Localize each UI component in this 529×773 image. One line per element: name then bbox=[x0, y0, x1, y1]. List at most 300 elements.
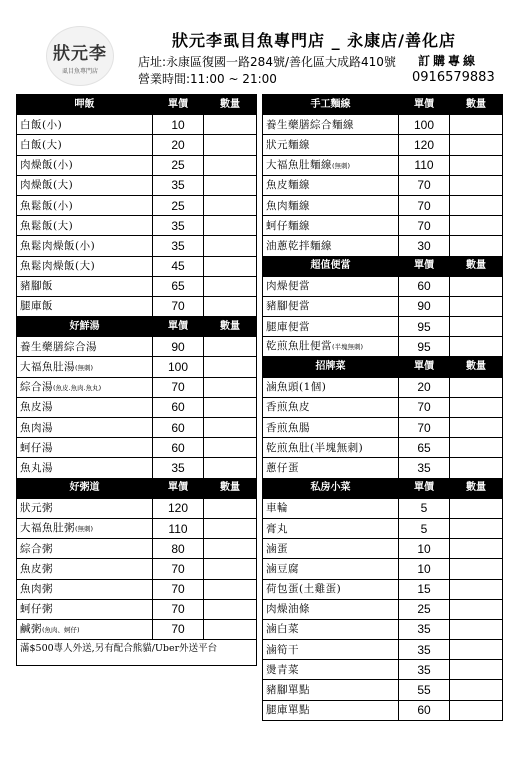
menu-item-price: 60 bbox=[153, 418, 204, 438]
menu-item-row bbox=[263, 195, 503, 215]
menu-item-cell bbox=[263, 498, 399, 518]
shop-name: 狀元李虱目魚專門店 _ 永康店/善化店 bbox=[172, 31, 456, 50]
menu-item-cell bbox=[17, 579, 153, 599]
menu-item-row bbox=[17, 296, 257, 316]
price-column-header: 單價 bbox=[153, 317, 204, 337]
quantity-entry-cell[interactable] bbox=[204, 357, 257, 377]
menu-item-price: 65 bbox=[399, 438, 450, 458]
menu-item-name: 魚皮粥 bbox=[20, 562, 53, 575]
menu-item-price: 35 bbox=[153, 236, 204, 256]
menu-item-cell bbox=[263, 559, 399, 579]
menu-item-price: 25 bbox=[153, 155, 204, 175]
quantity-entry-cell[interactable] bbox=[450, 599, 503, 619]
menu-item-price: 35 bbox=[399, 458, 450, 478]
menu-item-cell bbox=[263, 438, 399, 458]
menu-item-row bbox=[17, 619, 257, 639]
menu-item-name: 滷魚頭(1個) bbox=[266, 381, 327, 394]
menu-item-row bbox=[17, 498, 257, 518]
quantity-entry-cell[interactable] bbox=[204, 579, 257, 599]
price-column-header: 單價 bbox=[399, 478, 450, 498]
quantity-column-header: 數量 bbox=[204, 95, 257, 115]
quantity-entry-cell[interactable] bbox=[204, 539, 257, 559]
menu-item-cell bbox=[263, 135, 399, 155]
menu-item-price: 70 bbox=[399, 397, 450, 417]
menu-item-row bbox=[263, 458, 503, 478]
menu-item-name: 養生藥膳綜合麵線 bbox=[266, 118, 354, 131]
price-column-header: 單價 bbox=[399, 357, 450, 377]
menu-item-name: 滷豆腐 bbox=[266, 562, 299, 575]
menu-item-price: 95 bbox=[399, 317, 450, 337]
menu-item-cell bbox=[263, 418, 399, 438]
menu-item-row bbox=[17, 438, 257, 458]
menu-item-price: 110 bbox=[153, 518, 204, 538]
menu-item-name: 肉燥飯(小) bbox=[20, 159, 74, 172]
menu-item-name: 腿庫便當 bbox=[266, 320, 310, 333]
menu-item-cell bbox=[17, 357, 153, 377]
menu-item-cell bbox=[263, 599, 399, 619]
order-hotline-label: 訂購專線 bbox=[418, 54, 479, 68]
quantity-entry-cell[interactable] bbox=[204, 397, 257, 417]
quantity-entry-cell[interactable] bbox=[450, 317, 503, 337]
menu-item-row bbox=[263, 619, 503, 639]
menu-item-row bbox=[263, 559, 503, 579]
menu-item-cell bbox=[263, 579, 399, 599]
menu-item-cell bbox=[263, 397, 399, 417]
menu-item-cell bbox=[263, 619, 399, 639]
menu-item-cell bbox=[263, 175, 399, 195]
section-header-signature bbox=[263, 357, 503, 377]
menu-item-price: 55 bbox=[399, 680, 450, 700]
quantity-entry-cell[interactable] bbox=[450, 539, 503, 559]
menu-item-name: 豬腳便當 bbox=[266, 300, 310, 313]
menu-item-cell bbox=[17, 195, 153, 215]
menu-item-row bbox=[263, 599, 503, 619]
menu-item-name: 油蔥乾拌麵線 bbox=[266, 239, 332, 252]
menu-item-price: 60 bbox=[153, 397, 204, 417]
quantity-entry-cell[interactable] bbox=[450, 337, 503, 357]
menu-item-price: 35 bbox=[153, 458, 204, 478]
menu-item-name: 魚鬆肉燥飯(大) bbox=[20, 260, 96, 273]
menu-item-cell bbox=[17, 498, 153, 518]
quantity-entry-cell[interactable] bbox=[450, 175, 503, 195]
menu-item-price: 70 bbox=[153, 296, 204, 316]
menu-item-note: (魚肉、蚵仔) bbox=[42, 625, 80, 634]
quantity-entry-cell[interactable] bbox=[450, 680, 503, 700]
menu-item-row bbox=[263, 660, 503, 680]
menu-item-row bbox=[263, 175, 503, 195]
menu-item-price: 10 bbox=[399, 539, 450, 559]
menu-item-price: 70 bbox=[153, 619, 204, 639]
quantity-entry-cell[interactable] bbox=[204, 418, 257, 438]
quantity-entry-cell[interactable] bbox=[450, 579, 503, 599]
menu-item-name: 魚鬆飯(大) bbox=[20, 219, 74, 232]
price-column-header: 單價 bbox=[153, 478, 204, 498]
menu-item-price: 20 bbox=[399, 377, 450, 397]
menu-item-name: 蔥仔蛋 bbox=[266, 461, 299, 474]
menu-item-cell bbox=[263, 539, 399, 559]
quantity-entry-cell[interactable] bbox=[450, 236, 503, 256]
quantity-entry-cell[interactable] bbox=[204, 216, 257, 236]
quantity-entry-cell[interactable] bbox=[204, 256, 257, 276]
menu-item-price: 70 bbox=[399, 195, 450, 215]
quantity-entry-cell[interactable] bbox=[204, 559, 257, 579]
quantity-column-header: 數量 bbox=[204, 317, 257, 337]
menu-column-right bbox=[262, 94, 503, 721]
menu-item-row bbox=[17, 175, 257, 195]
menu-item-name: 魚皮麵線 bbox=[266, 179, 310, 192]
quantity-entry-cell[interactable] bbox=[450, 498, 503, 518]
menu-item-row bbox=[263, 276, 503, 296]
menu-item-cell bbox=[17, 276, 153, 296]
menu-item-name: 車輪 bbox=[266, 502, 288, 515]
quantity-entry-cell[interactable] bbox=[450, 418, 503, 438]
menu-item-name: 綜合粥 bbox=[20, 542, 53, 555]
menu-item-name: 燙青菜 bbox=[266, 663, 299, 676]
menu-item-cell bbox=[263, 195, 399, 215]
menu-item-note: (無刺) bbox=[75, 525, 94, 534]
menu-item-row bbox=[17, 195, 257, 215]
menu-item-cell bbox=[17, 559, 153, 579]
menu-item-row bbox=[17, 115, 257, 135]
menu-item-price: 70 bbox=[399, 418, 450, 438]
menu-item-cell bbox=[17, 337, 153, 357]
delivery-notice-row bbox=[17, 640, 257, 666]
menu-item-name: 膏丸 bbox=[266, 522, 288, 535]
menu-item-name: 蚵仔粥 bbox=[20, 603, 53, 616]
menu-item-name: 肉燥便當 bbox=[266, 280, 310, 293]
section-header-porridge bbox=[17, 478, 257, 498]
quantity-entry-cell[interactable] bbox=[450, 458, 503, 478]
menu-item-name: 腿庫單點 bbox=[266, 704, 310, 717]
section-title: 私房小菜 bbox=[263, 478, 399, 498]
menu-item-cell bbox=[17, 518, 153, 538]
quantity-entry-cell[interactable] bbox=[204, 195, 257, 215]
menu-item-note: (半塊無刺) bbox=[332, 343, 364, 352]
menu-item-price: 35 bbox=[153, 175, 204, 195]
menu-item-cell bbox=[17, 539, 153, 559]
menu-item-row bbox=[263, 296, 503, 316]
menu-item-name: 魚皮湯 bbox=[20, 401, 53, 414]
menu-item-cell bbox=[17, 155, 153, 175]
menu-item-cell bbox=[263, 115, 399, 135]
menu-item-name: 豬腳單點 bbox=[266, 684, 310, 697]
menu-item-name: 大福魚肚粥 bbox=[20, 522, 75, 535]
menu-item-price: 70 bbox=[153, 559, 204, 579]
menu-item-name: 白飯(大) bbox=[20, 138, 63, 151]
menu-item-cell bbox=[17, 115, 153, 135]
menu-item-cell bbox=[263, 458, 399, 478]
menu-item-cell bbox=[17, 296, 153, 316]
menu-item-row bbox=[263, 640, 503, 660]
menu-item-price: 60 bbox=[399, 276, 450, 296]
quantity-entry-cell[interactable] bbox=[204, 155, 257, 175]
menu-item-price: 120 bbox=[153, 498, 204, 518]
quantity-column-header: 數量 bbox=[450, 256, 503, 276]
quantity-entry-cell[interactable] bbox=[204, 498, 257, 518]
quantity-entry-cell[interactable] bbox=[450, 115, 503, 135]
menu-item-row bbox=[263, 438, 503, 458]
menu-item-price: 35 bbox=[153, 216, 204, 236]
section-title: 招牌菜 bbox=[263, 357, 399, 377]
quantity-entry-cell[interactable] bbox=[204, 337, 257, 357]
menu-item-row bbox=[263, 155, 503, 175]
quantity-entry-cell[interactable] bbox=[450, 195, 503, 215]
menu-item-cell bbox=[263, 640, 399, 660]
quantity-entry-cell[interactable] bbox=[450, 700, 503, 720]
menu-item-row bbox=[17, 236, 257, 256]
menu-item-note: (無刺) bbox=[332, 161, 351, 170]
menu-item-name: 魚丸湯 bbox=[20, 461, 53, 474]
menu-item-cell bbox=[17, 458, 153, 478]
menu-item-cell bbox=[17, 216, 153, 236]
menu-item-price: 20 bbox=[153, 135, 204, 155]
quantity-entry-cell[interactable] bbox=[204, 296, 257, 316]
section-header-sides bbox=[263, 478, 503, 498]
quantity-entry-cell[interactable] bbox=[204, 518, 257, 538]
menu-item-cell bbox=[263, 155, 399, 175]
quantity-entry-cell[interactable] bbox=[450, 518, 503, 538]
menu-item-cell bbox=[17, 418, 153, 438]
section-header-rice bbox=[17, 95, 257, 115]
menu-item-row bbox=[263, 397, 503, 417]
menu-item-name: 滷白菜 bbox=[266, 623, 299, 636]
menu-item-row bbox=[17, 256, 257, 276]
menu-item-price: 90 bbox=[399, 296, 450, 316]
opening-hours: 營業時間:11:00 ~ 21:00 bbox=[138, 72, 277, 86]
quantity-entry-cell[interactable] bbox=[204, 619, 257, 639]
menu-item-note: (無刺) bbox=[75, 363, 94, 372]
menu-item-price: 120 bbox=[399, 135, 450, 155]
menu-item-cell bbox=[263, 216, 399, 236]
menu-item-name: 香煎魚腸 bbox=[266, 421, 310, 434]
menu-item-cell bbox=[263, 377, 399, 397]
menu-item-row bbox=[17, 276, 257, 296]
menu-item-row bbox=[17, 337, 257, 357]
menu-item-row bbox=[17, 579, 257, 599]
quantity-entry-cell[interactable] bbox=[204, 175, 257, 195]
menu-item-name: 綜合湯 bbox=[20, 380, 53, 393]
menu-item-price: 70 bbox=[153, 599, 204, 619]
menu-header bbox=[0, 0, 529, 92]
menu-item-cell bbox=[263, 296, 399, 316]
menu-item-cell bbox=[17, 397, 153, 417]
menu-item-price: 5 bbox=[399, 498, 450, 518]
menu-item-price: 60 bbox=[399, 700, 450, 720]
restaurant-logo bbox=[46, 26, 114, 86]
menu-item-price: 95 bbox=[399, 337, 450, 357]
quantity-entry-cell[interactable] bbox=[450, 640, 503, 660]
quantity-entry-cell[interactable] bbox=[204, 115, 257, 135]
price-column-header: 單價 bbox=[399, 256, 450, 276]
quantity-entry-cell[interactable] bbox=[450, 216, 503, 236]
menu-item-cell bbox=[263, 700, 399, 720]
menu-item-cell bbox=[17, 377, 153, 397]
logo-subtitle: 虱目魚專門店 bbox=[61, 68, 98, 75]
menu-item-row bbox=[17, 357, 257, 377]
menu-item-name: 魚肉粥 bbox=[20, 583, 53, 596]
menu-item-name: 白飯(小) bbox=[20, 118, 63, 131]
quantity-entry-cell[interactable] bbox=[450, 296, 503, 316]
quantity-entry-cell[interactable] bbox=[204, 458, 257, 478]
menu-item-name: 腿庫飯 bbox=[20, 300, 53, 313]
menu-item-row bbox=[263, 680, 503, 700]
menu-item-row bbox=[263, 539, 503, 559]
menu-item-name: 狀元麵線 bbox=[266, 138, 310, 151]
menu-item-cell bbox=[263, 317, 399, 337]
section-title: 好粥道 bbox=[17, 478, 153, 498]
menu-item-row bbox=[263, 236, 503, 256]
menu-item-name: 荷包蛋(土雞蛋) bbox=[266, 583, 342, 596]
menu-item-name: 魚肉湯 bbox=[20, 421, 53, 434]
menu-item-cell bbox=[263, 276, 399, 296]
menu-item-row bbox=[263, 498, 503, 518]
menu-item-price: 100 bbox=[399, 115, 450, 135]
menu-item-name: 乾煎魚肚便當 bbox=[266, 340, 332, 353]
menu-item-row bbox=[263, 418, 503, 438]
menu-item-price: 35 bbox=[399, 640, 450, 660]
quantity-entry-cell[interactable] bbox=[450, 660, 503, 680]
menu-item-cell bbox=[17, 438, 153, 458]
menu-item-price: 35 bbox=[399, 660, 450, 680]
quantity-entry-cell[interactable] bbox=[450, 397, 503, 417]
menu-item-row bbox=[263, 317, 503, 337]
menu-item-cell bbox=[17, 135, 153, 155]
section-header-bento bbox=[263, 256, 503, 276]
menu-item-price: 35 bbox=[399, 619, 450, 639]
menu-item-cell bbox=[17, 619, 153, 639]
menu-item-row bbox=[17, 539, 257, 559]
menu-column-left bbox=[16, 94, 257, 666]
menu-item-row bbox=[263, 135, 503, 155]
menu-item-row bbox=[17, 135, 257, 155]
menu-item-price: 70 bbox=[399, 175, 450, 195]
menu-item-price: 100 bbox=[153, 357, 204, 377]
menu-item-price: 70 bbox=[153, 579, 204, 599]
menu-item-row bbox=[17, 458, 257, 478]
menu-item-row bbox=[263, 518, 503, 538]
menu-item-name: 蚵仔麵線 bbox=[266, 219, 310, 232]
quantity-entry-cell[interactable] bbox=[450, 619, 503, 639]
menu-item-cell bbox=[17, 175, 153, 195]
menu-item-name: 香煎魚皮 bbox=[266, 401, 310, 414]
menu-item-row bbox=[17, 216, 257, 236]
shop-address: 店址:永康區復國一路284號/善化區大成路410號 bbox=[138, 55, 396, 69]
menu-item-price: 25 bbox=[153, 195, 204, 215]
quantity-entry-cell[interactable] bbox=[204, 135, 257, 155]
quantity-entry-cell[interactable] bbox=[450, 438, 503, 458]
quantity-entry-cell[interactable] bbox=[204, 438, 257, 458]
menu-item-row bbox=[263, 377, 503, 397]
menu-item-name: 大福魚肚湯 bbox=[20, 360, 75, 373]
section-title: 手工麵線 bbox=[263, 95, 399, 115]
menu-item-row bbox=[263, 115, 503, 135]
quantity-column-header: 數量 bbox=[204, 478, 257, 498]
menu-item-row bbox=[263, 216, 503, 236]
quantity-entry-cell[interactable] bbox=[204, 276, 257, 296]
quantity-entry-cell[interactable] bbox=[204, 377, 257, 397]
menu-item-name: 狀元粥 bbox=[20, 502, 53, 515]
menu-item-price: 5 bbox=[399, 518, 450, 538]
menu-item-name: 肉燥飯(大) bbox=[20, 179, 74, 192]
menu-item-price: 65 bbox=[153, 276, 204, 296]
menu-item-name: 滷筍干 bbox=[266, 643, 299, 656]
menu-item-row bbox=[263, 579, 503, 599]
menu-item-cell bbox=[263, 337, 399, 357]
menu-item-name: 魚肉麵線 bbox=[266, 199, 310, 212]
menu-item-price: 45 bbox=[153, 256, 204, 276]
logo-text: 狀元李 bbox=[53, 44, 107, 64]
section-header-noodles bbox=[263, 95, 503, 115]
menu-item-cell bbox=[17, 599, 153, 619]
quantity-column-header: 數量 bbox=[450, 357, 503, 377]
quantity-entry-cell[interactable] bbox=[204, 236, 257, 256]
menu-item-price: 80 bbox=[153, 539, 204, 559]
menu-item-name: 魚鬆飯(小) bbox=[20, 199, 74, 212]
quantity-entry-cell[interactable] bbox=[450, 135, 503, 155]
section-title: 呷飯 bbox=[17, 95, 153, 115]
menu-item-cell bbox=[17, 256, 153, 276]
menu-item-row bbox=[17, 518, 257, 538]
order-phone-number: 0916579883 bbox=[412, 70, 495, 85]
menu-item-price: 60 bbox=[153, 438, 204, 458]
quantity-entry-cell[interactable] bbox=[450, 559, 503, 579]
menu-item-cell bbox=[263, 660, 399, 680]
menu-item-price: 30 bbox=[399, 236, 450, 256]
menu-item-note: (魚皮.魚肉.魚丸) bbox=[53, 383, 102, 392]
price-column-header: 單價 bbox=[399, 95, 450, 115]
section-title: 好鮮湯 bbox=[17, 317, 153, 337]
menu-item-name: 蚵仔湯 bbox=[20, 441, 53, 454]
quantity-entry-cell[interactable] bbox=[450, 377, 503, 397]
menu-item-cell bbox=[17, 236, 153, 256]
menu-item-row bbox=[263, 337, 503, 357]
menu-item-price: 10 bbox=[399, 559, 450, 579]
menu-item-price: 25 bbox=[399, 599, 450, 619]
quantity-column-header: 數量 bbox=[450, 95, 503, 115]
menu-item-name: 乾煎魚肚(半塊無刺) bbox=[266, 441, 364, 454]
price-column-header: 單價 bbox=[153, 95, 204, 115]
menu-item-row bbox=[17, 155, 257, 175]
quantity-entry-cell[interactable] bbox=[204, 599, 257, 619]
menu-item-row bbox=[17, 397, 257, 417]
menu-item-price: 90 bbox=[153, 337, 204, 357]
menu-item-price: 110 bbox=[399, 155, 450, 175]
quantity-entry-cell[interactable] bbox=[450, 155, 503, 175]
menu-item-price: 70 bbox=[153, 377, 204, 397]
menu-item-name: 養生藥膳綜合湯 bbox=[20, 340, 97, 353]
menu-item-row bbox=[17, 418, 257, 438]
menu-item-row bbox=[17, 599, 257, 619]
delivery-notice: 滿$500專人外送,另有配合熊貓/Uber外送平台 bbox=[17, 640, 257, 666]
menu-item-price: 70 bbox=[399, 216, 450, 236]
menu-item-cell bbox=[263, 236, 399, 256]
menu-item-name: 豬腳飯 bbox=[20, 280, 53, 293]
menu-item-name: 鹹粥 bbox=[20, 622, 42, 635]
menu-item-row bbox=[17, 377, 257, 397]
menu-item-name: 肉燥油條 bbox=[266, 603, 310, 616]
menu-item-cell bbox=[263, 518, 399, 538]
menu-item-price: 15 bbox=[399, 579, 450, 599]
quantity-column-header: 數量 bbox=[450, 478, 503, 498]
menu-item-row bbox=[17, 559, 257, 579]
section-header-soup bbox=[17, 317, 257, 337]
menu-item-name: 滷蛋 bbox=[266, 542, 288, 555]
menu-item-cell bbox=[263, 680, 399, 700]
menu-item-name: 魚鬆肉燥飯(小) bbox=[20, 239, 96, 252]
menu-item-price: 10 bbox=[153, 115, 204, 135]
section-title: 超值便當 bbox=[263, 256, 399, 276]
quantity-entry-cell[interactable] bbox=[450, 276, 503, 296]
